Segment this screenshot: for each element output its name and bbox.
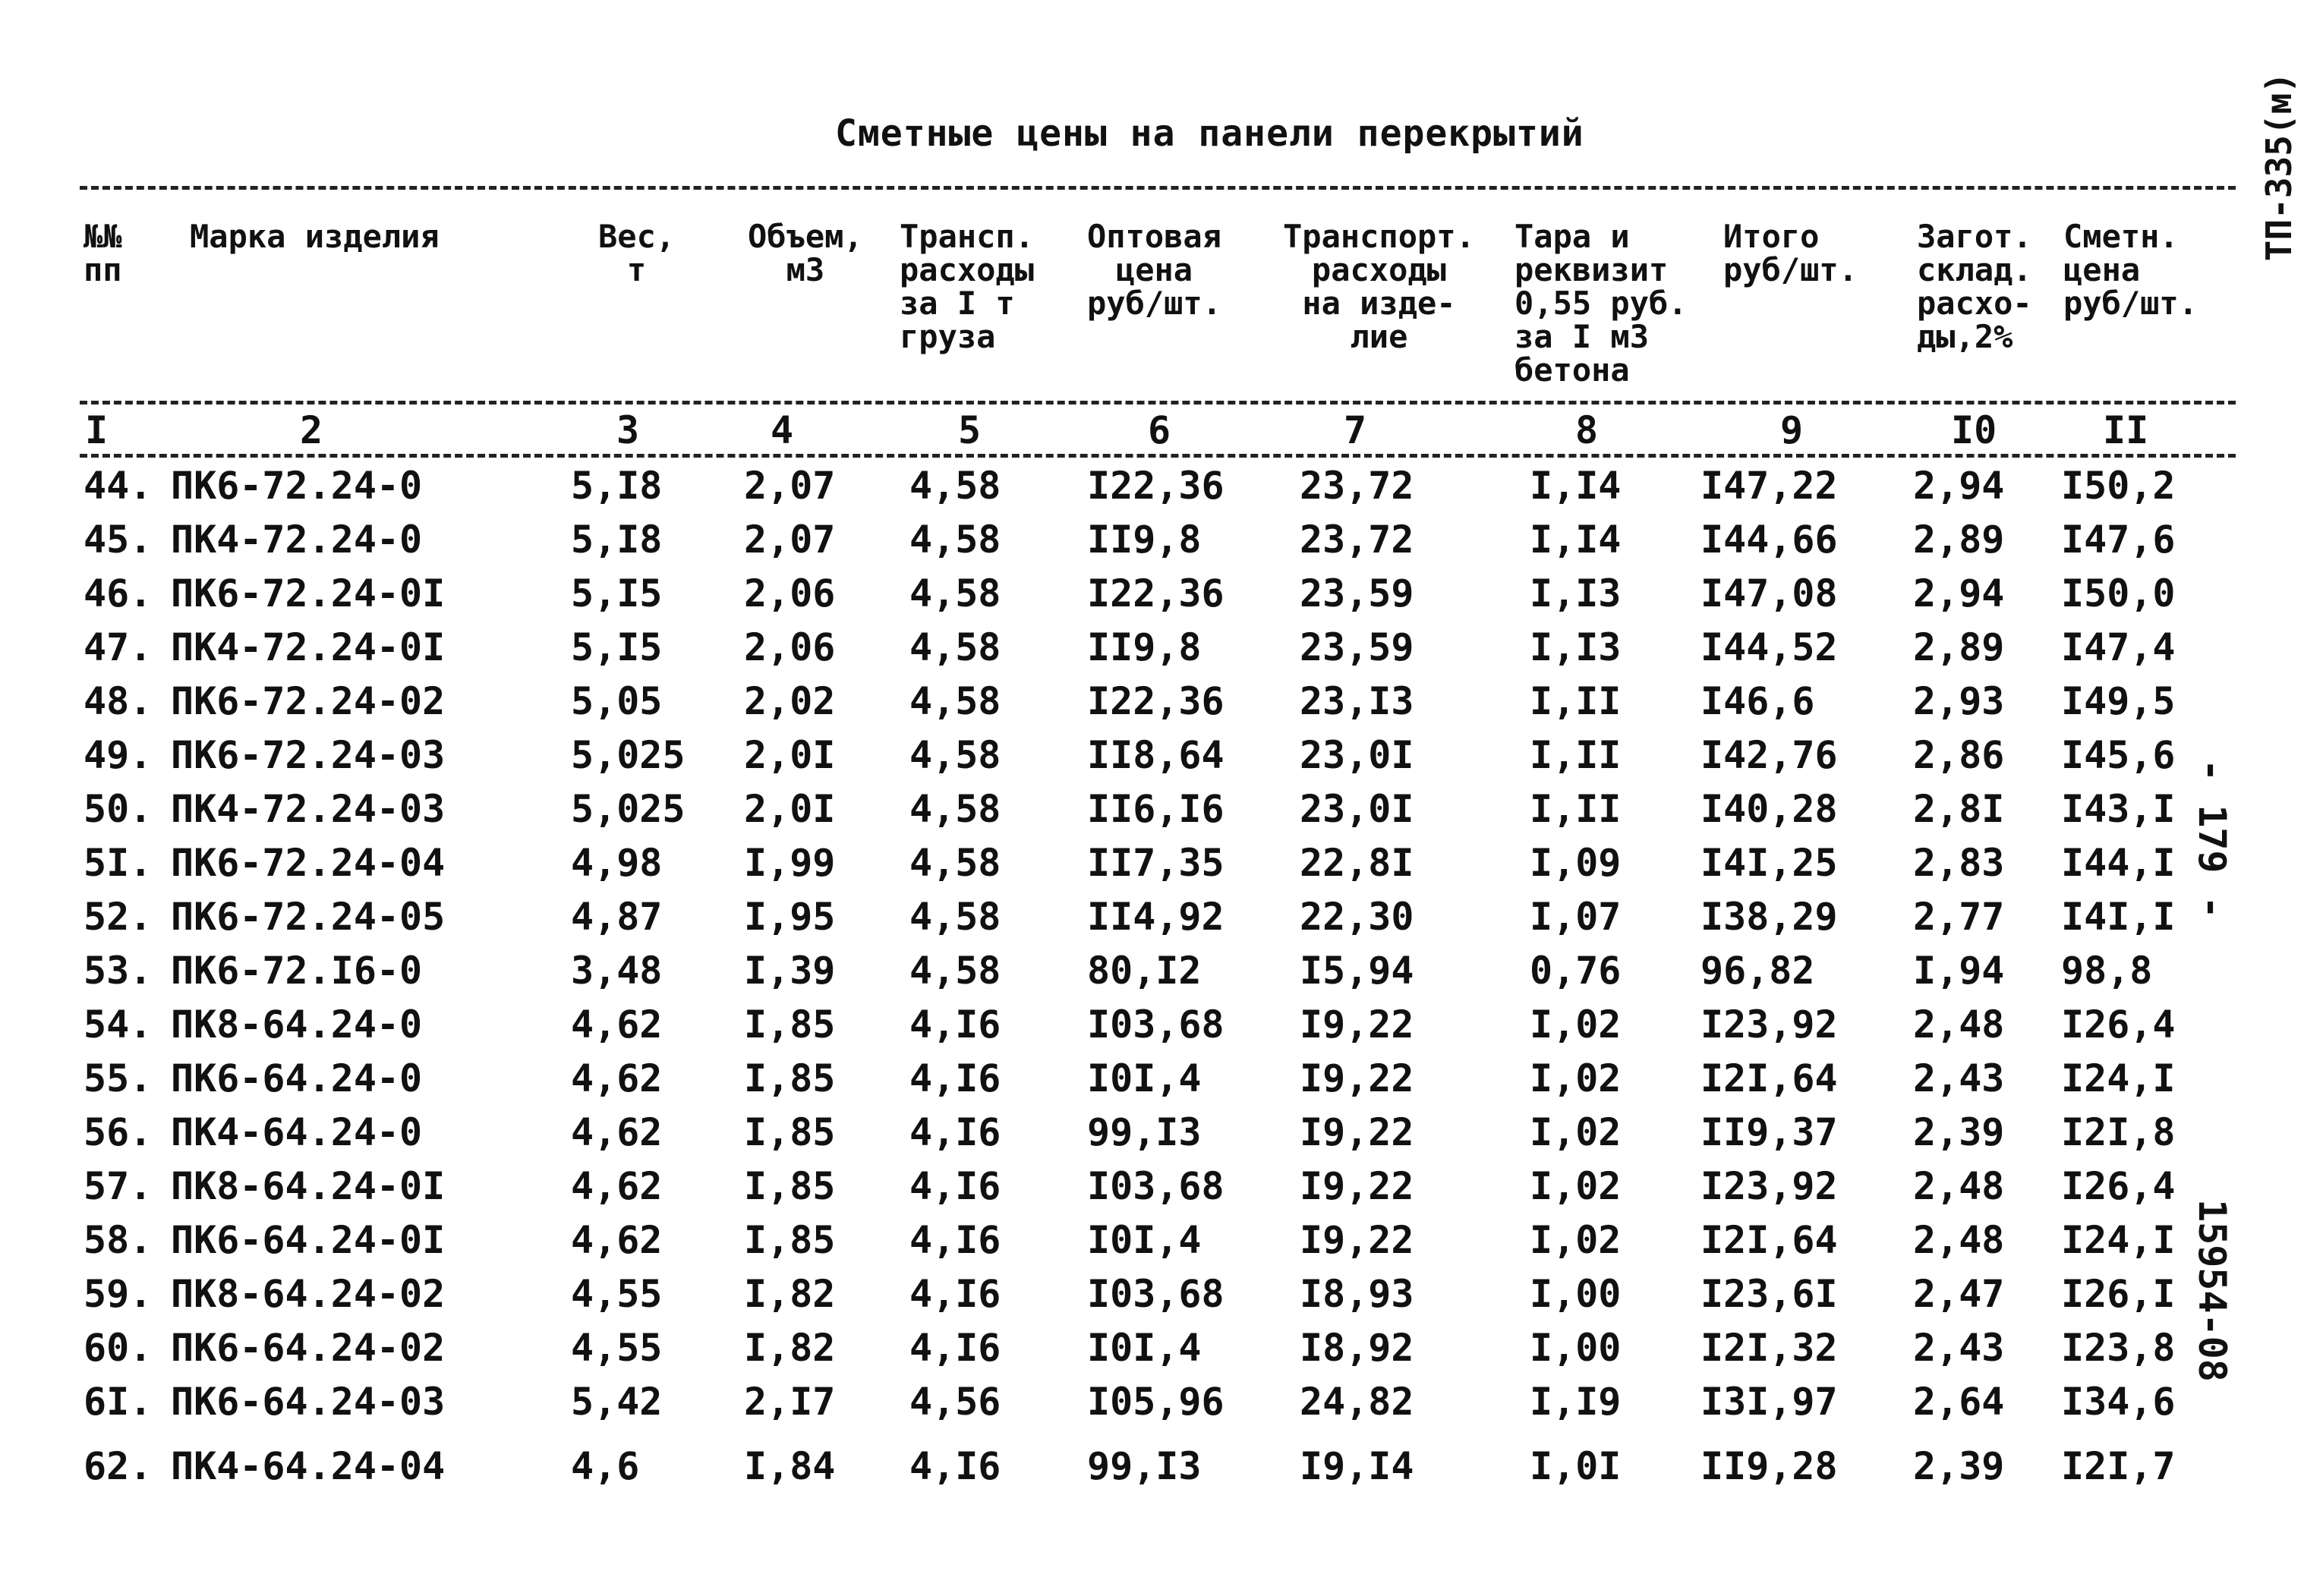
volume-cell: 2,06 bbox=[744, 625, 836, 669]
header-estimate-price: Сметн. цена руб/шт. bbox=[2063, 218, 2198, 322]
product-mark: ПК6-72.24-02 bbox=[171, 679, 446, 723]
packaging-cell: I,09 bbox=[1530, 841, 1622, 885]
estimate-price-cell: I26,4 bbox=[2061, 1003, 2176, 1047]
total-cell: 96,82 bbox=[1700, 949, 1815, 993]
product-mark: ПК6-72.24-0I bbox=[171, 571, 446, 615]
volume-cell: 2,0I bbox=[744, 787, 836, 831]
row-number: 45. bbox=[84, 518, 153, 562]
procurement-cell: 2,93 bbox=[1913, 679, 2005, 723]
side-document-code: ТП-335(м) bbox=[2258, 72, 2299, 262]
transport-per-ton-cell: 4,I6 bbox=[909, 1110, 1001, 1154]
column-number: II bbox=[2103, 408, 2149, 452]
wholesale-price-cell: I03,68 bbox=[1087, 1164, 1224, 1208]
procurement-cell: 2,43 bbox=[1913, 1056, 2005, 1100]
transport-per-ton-cell: 4,56 bbox=[909, 1380, 1001, 1424]
table-row bbox=[0, 1106, 2304, 1160]
column-number: 3 bbox=[616, 408, 640, 452]
transport-per-item-cell: 23,72 bbox=[1300, 518, 1414, 562]
transport-per-ton-cell: 4,58 bbox=[909, 895, 1001, 939]
table-row bbox=[0, 675, 2304, 729]
volume-cell: 2,07 bbox=[744, 518, 836, 562]
transport-per-item-cell: I8,93 bbox=[1300, 1272, 1414, 1316]
procurement-cell: 2,39 bbox=[1913, 1110, 2005, 1154]
wholesale-price-cell: I0I,4 bbox=[1087, 1056, 1202, 1100]
total-cell: I2I,64 bbox=[1700, 1218, 1838, 1262]
table-row bbox=[0, 998, 2304, 1052]
transport-per-item-cell: I9,22 bbox=[1300, 1218, 1414, 1262]
page-title: Сметные цены на панели перекрытий bbox=[835, 112, 1584, 155]
estimate-price-cell: I2I,8 bbox=[2061, 1110, 2176, 1154]
header-number: №№ пп bbox=[84, 218, 122, 288]
total-cell: I44,66 bbox=[1700, 518, 1838, 562]
total-cell: I40,28 bbox=[1700, 787, 1838, 831]
transport-per-ton-cell: 4,58 bbox=[909, 625, 1001, 669]
column-number: 2 bbox=[300, 408, 323, 452]
procurement-cell: I,94 bbox=[1913, 949, 2005, 993]
packaging-cell: I,02 bbox=[1530, 1056, 1622, 1100]
row-number: 48. bbox=[84, 679, 153, 723]
volume-cell: 2,02 bbox=[744, 679, 836, 723]
estimate-price-cell: I24,I bbox=[2061, 1056, 2176, 1100]
packaging-cell: I,I3 bbox=[1530, 571, 1622, 615]
column-number: 4 bbox=[771, 408, 794, 452]
product-mark: ПК6-64.24-0I bbox=[171, 1218, 446, 1262]
total-cell: I38,29 bbox=[1700, 895, 1838, 939]
volume-cell: I,85 bbox=[744, 1056, 836, 1100]
estimate-price-cell: I47,6 bbox=[2061, 518, 2176, 562]
packaging-cell: I,I9 bbox=[1530, 1380, 1622, 1424]
price-table-body bbox=[0, 459, 2304, 1504]
procurement-cell: 2,48 bbox=[1913, 1003, 2005, 1047]
volume-cell: 2,0I bbox=[744, 733, 836, 777]
row-number: 55. bbox=[84, 1056, 153, 1100]
procurement-cell: 2,48 bbox=[1913, 1164, 2005, 1208]
weight-cell: 5,025 bbox=[571, 787, 686, 831]
procurement-cell: 2,94 bbox=[1913, 571, 2005, 615]
header-wholesale-price: Оптовая цена руб/шт. bbox=[1087, 218, 1222, 322]
weight-cell: 4,62 bbox=[571, 1110, 663, 1154]
transport-per-item-cell: 23,59 bbox=[1300, 571, 1414, 615]
wholesale-price-cell: 99,I3 bbox=[1087, 1110, 1202, 1154]
header-dashed-rule bbox=[80, 401, 2236, 405]
weight-cell: 4,62 bbox=[571, 1164, 663, 1208]
volume-cell: I,85 bbox=[744, 1003, 836, 1047]
weight-cell: 5,I5 bbox=[571, 625, 663, 669]
estimate-price-cell: I26,I bbox=[2061, 1272, 2176, 1316]
volume-cell: I,82 bbox=[744, 1326, 836, 1370]
transport-per-ton-cell: 4,I6 bbox=[909, 1272, 1001, 1316]
transport-per-item-cell: 22,8I bbox=[1300, 841, 1414, 885]
header-transport-per-ton: Трансп. расходы за I т груза bbox=[900, 218, 1035, 355]
estimate-price-cell: I2I,7 bbox=[2061, 1444, 2176, 1488]
table-row bbox=[0, 567, 2304, 621]
weight-cell: 4,55 bbox=[571, 1326, 663, 1370]
table-row bbox=[0, 1440, 2304, 1504]
table-row bbox=[0, 1267, 2304, 1321]
estimate-price-cell: I50,0 bbox=[2061, 571, 2176, 615]
product-mark: ПК4-64.24-0 bbox=[171, 1110, 423, 1154]
total-cell: I3I,97 bbox=[1700, 1380, 1838, 1424]
table-row bbox=[0, 782, 2304, 836]
procurement-cell: 2,48 bbox=[1913, 1218, 2005, 1262]
weight-cell: 5,05 bbox=[571, 679, 663, 723]
header-transport-per-item: Транспорт. расходы на изде- лие bbox=[1283, 218, 1475, 355]
table-row bbox=[0, 729, 2304, 782]
volume-cell: I,84 bbox=[744, 1444, 836, 1488]
table-row bbox=[0, 459, 2304, 513]
weight-cell: 4,62 bbox=[571, 1218, 663, 1262]
header-packaging: Тара и реквизит 0,55 руб. за I м3 бетона bbox=[1514, 218, 1688, 389]
weight-cell: 3,48 bbox=[571, 949, 663, 993]
column-number: 6 bbox=[1148, 408, 1171, 452]
packaging-cell: I,02 bbox=[1530, 1110, 1622, 1154]
header-procurement: Загот. склад. расхо- ды,2% bbox=[1917, 218, 2032, 355]
table-row bbox=[0, 513, 2304, 567]
product-mark: ПК6-64.24-02 bbox=[171, 1326, 446, 1370]
transport-per-ton-cell: 4,58 bbox=[909, 841, 1001, 885]
total-cell: I47,08 bbox=[1700, 571, 1838, 615]
total-cell: II9,37 bbox=[1700, 1110, 1838, 1154]
transport-per-ton-cell: 4,58 bbox=[909, 787, 1001, 831]
transport-per-item-cell: I9,22 bbox=[1300, 1110, 1414, 1154]
product-mark: ПК6-72.24-03 bbox=[171, 733, 446, 777]
row-number: 54. bbox=[84, 1003, 153, 1047]
column-number: 7 bbox=[1344, 408, 1367, 452]
transport-per-item-cell: 23,0I bbox=[1300, 733, 1414, 777]
procurement-cell: 2,47 bbox=[1913, 1272, 2005, 1316]
column-number: 9 bbox=[1780, 408, 1804, 452]
header-total: Итого руб/шт. bbox=[1723, 218, 1858, 288]
procurement-cell: 2,8I bbox=[1913, 787, 2005, 831]
column-number: 5 bbox=[958, 408, 982, 452]
packaging-cell: I,02 bbox=[1530, 1164, 1622, 1208]
row-number: 47. bbox=[84, 625, 153, 669]
header-volume: Объем, м3 bbox=[748, 218, 863, 288]
transport-per-ton-cell: 4,58 bbox=[909, 679, 1001, 723]
packaging-cell: I,02 bbox=[1530, 1003, 1622, 1047]
row-number: 53. bbox=[84, 949, 153, 993]
total-cell: I2I,64 bbox=[1700, 1056, 1838, 1100]
packaging-cell: I,I4 bbox=[1530, 464, 1622, 508]
estimate-price-cell: I49,5 bbox=[2061, 679, 2176, 723]
total-cell: I44,52 bbox=[1700, 625, 1838, 669]
procurement-cell: 2,39 bbox=[1913, 1444, 2005, 1488]
transport-per-item-cell: I9,22 bbox=[1300, 1056, 1414, 1100]
side-inventory-number: 15954-08 bbox=[2190, 1199, 2234, 1382]
row-number: 5I. bbox=[84, 841, 153, 885]
table-row bbox=[0, 836, 2304, 890]
procurement-cell: 2,77 bbox=[1913, 895, 2005, 939]
total-cell: I23,6I bbox=[1700, 1272, 1838, 1316]
weight-cell: 5,42 bbox=[571, 1380, 663, 1424]
estimate-price-cell: I47,4 bbox=[2061, 625, 2176, 669]
weight-cell: 5,I8 bbox=[571, 518, 663, 562]
transport-per-ton-cell: 4,I6 bbox=[909, 1326, 1001, 1370]
table-row bbox=[0, 944, 2304, 998]
procurement-cell: 2,89 bbox=[1913, 625, 2005, 669]
row-number: 56. bbox=[84, 1110, 153, 1154]
transport-per-ton-cell: 4,I6 bbox=[909, 1164, 1001, 1208]
row-number: 6I. bbox=[84, 1380, 153, 1424]
row-number: 49. bbox=[84, 733, 153, 777]
transport-per-ton-cell: 4,I6 bbox=[909, 1003, 1001, 1047]
table-row bbox=[0, 1321, 2304, 1375]
procurement-cell: 2,86 bbox=[1913, 733, 2005, 777]
product-mark: ПК4-64.24-04 bbox=[171, 1444, 446, 1488]
transport-per-ton-cell: 4,I6 bbox=[909, 1444, 1001, 1488]
volume-cell: I,39 bbox=[744, 949, 836, 993]
packaging-cell: I,02 bbox=[1530, 1218, 1622, 1262]
wholesale-price-cell: I05,96 bbox=[1087, 1380, 1224, 1424]
volume-cell: 2,07 bbox=[744, 464, 836, 508]
volume-cell: I,95 bbox=[744, 895, 836, 939]
transport-per-item-cell: I9,22 bbox=[1300, 1164, 1414, 1208]
packaging-cell: I,I4 bbox=[1530, 518, 1622, 562]
transport-per-ton-cell: 4,I6 bbox=[909, 1218, 1001, 1262]
wholesale-price-cell: II4,92 bbox=[1087, 895, 1224, 939]
estimate-price-cell: I24,I bbox=[2061, 1218, 2176, 1262]
table-row bbox=[0, 1160, 2304, 1214]
header-weight: Вес, т bbox=[598, 218, 676, 288]
row-number: 58. bbox=[84, 1218, 153, 1262]
estimate-price-cell: I34,6 bbox=[2061, 1380, 2176, 1424]
wholesale-price-cell: I22,36 bbox=[1087, 464, 1224, 508]
estimate-price-cell: I44,I bbox=[2061, 841, 2176, 885]
procurement-cell: 2,89 bbox=[1913, 518, 2005, 562]
product-mark: ПК6-64.24-0 bbox=[171, 1056, 423, 1100]
total-cell: I2I,32 bbox=[1700, 1326, 1838, 1370]
total-cell: I47,22 bbox=[1700, 464, 1838, 508]
estimate-price-cell: I26,4 bbox=[2061, 1164, 2176, 1208]
transport-per-item-cell: 24,82 bbox=[1300, 1380, 1414, 1424]
table-row bbox=[0, 1375, 2304, 1429]
table-row bbox=[0, 890, 2304, 944]
transport-per-ton-cell: 4,58 bbox=[909, 571, 1001, 615]
transport-per-ton-cell: 4,58 bbox=[909, 733, 1001, 777]
weight-cell: 4,55 bbox=[571, 1272, 663, 1316]
row-number: 57. bbox=[84, 1164, 153, 1208]
weight-cell: 4,87 bbox=[571, 895, 663, 939]
wholesale-price-cell: 80,I2 bbox=[1087, 949, 1202, 993]
wholesale-price-cell: I22,36 bbox=[1087, 679, 1224, 723]
wholesale-price-cell: II6,I6 bbox=[1087, 787, 1224, 831]
column-number: I0 bbox=[1951, 408, 1997, 452]
packaging-cell: I,00 bbox=[1530, 1272, 1622, 1316]
estimate-price-cell: I43,I bbox=[2061, 787, 2176, 831]
row-number: 50. bbox=[84, 787, 153, 831]
transport-per-item-cell: 23,72 bbox=[1300, 464, 1414, 508]
procurement-cell: 2,64 bbox=[1913, 1380, 2005, 1424]
transport-per-ton-cell: 4,58 bbox=[909, 464, 1001, 508]
wholesale-price-cell: I03,68 bbox=[1087, 1003, 1224, 1047]
procurement-cell: 2,94 bbox=[1913, 464, 2005, 508]
transport-per-item-cell: 23,I3 bbox=[1300, 679, 1414, 723]
volume-cell: I,99 bbox=[744, 841, 836, 885]
header-mark: Марка изделия bbox=[190, 218, 440, 255]
product-mark: ПК6-72.24-04 bbox=[171, 841, 446, 885]
wholesale-price-cell: I0I,4 bbox=[1087, 1218, 1202, 1262]
product-mark: ПК8-64.24-0I bbox=[171, 1164, 446, 1208]
transport-per-item-cell: 22,30 bbox=[1300, 895, 1414, 939]
volume-cell: I,82 bbox=[744, 1272, 836, 1316]
transport-per-ton-cell: 4,58 bbox=[909, 949, 1001, 993]
row-number: 59. bbox=[84, 1272, 153, 1316]
total-cell: II9,28 bbox=[1700, 1444, 1838, 1488]
weight-cell: 4,62 bbox=[571, 1056, 663, 1100]
total-cell: I46,6 bbox=[1700, 679, 1815, 723]
product-mark: ПК8-64.24-0 bbox=[171, 1003, 423, 1047]
table-row bbox=[0, 1214, 2304, 1267]
column-numbers-dashed-rule bbox=[80, 454, 2236, 458]
volume-cell: 2,I7 bbox=[744, 1380, 836, 1424]
estimate-price-cell: 98,8 bbox=[2061, 949, 2153, 993]
total-cell: I23,92 bbox=[1700, 1164, 1838, 1208]
product-mark: ПК6-72.24-05 bbox=[171, 895, 446, 939]
packaging-cell: I,II bbox=[1530, 679, 1622, 723]
packaging-cell: I,00 bbox=[1530, 1326, 1622, 1370]
column-number: I bbox=[85, 408, 109, 452]
estimate-price-cell: I45,6 bbox=[2061, 733, 2176, 777]
transport-per-item-cell: 23,0I bbox=[1300, 787, 1414, 831]
transport-per-item-cell: I5,94 bbox=[1300, 949, 1414, 993]
product-mark: ПК4-72.24-0 bbox=[171, 518, 423, 562]
weight-cell: 5,I5 bbox=[571, 571, 663, 615]
product-mark: ПК6-72.24-0 bbox=[171, 464, 423, 508]
packaging-cell: I,07 bbox=[1530, 895, 1622, 939]
column-number: 8 bbox=[1575, 408, 1599, 452]
wholesale-price-cell: II8,64 bbox=[1087, 733, 1224, 777]
table-row bbox=[0, 621, 2304, 675]
volume-cell: I,85 bbox=[744, 1164, 836, 1208]
wholesale-price-cell: I03,68 bbox=[1087, 1272, 1224, 1316]
transport-per-ton-cell: 4,58 bbox=[909, 518, 1001, 562]
transport-per-item-cell: 23,59 bbox=[1300, 625, 1414, 669]
product-mark: ПК6-72.I6-0 bbox=[171, 949, 423, 993]
total-cell: I42,76 bbox=[1700, 733, 1838, 777]
weight-cell: 4,98 bbox=[571, 841, 663, 885]
weight-cell: 5,I8 bbox=[571, 464, 663, 508]
packaging-cell: I,0I bbox=[1530, 1444, 1622, 1488]
packaging-cell: I,I3 bbox=[1530, 625, 1622, 669]
row-number: 52. bbox=[84, 895, 153, 939]
transport-per-item-cell: I8,92 bbox=[1300, 1326, 1414, 1370]
wholesale-price-cell: I0I,4 bbox=[1087, 1326, 1202, 1370]
wholesale-price-cell: II7,35 bbox=[1087, 841, 1224, 885]
procurement-cell: 2,43 bbox=[1913, 1326, 2005, 1370]
product-mark: ПК4-72.24-03 bbox=[171, 787, 446, 831]
top-dashed-rule bbox=[80, 186, 2236, 190]
weight-cell: 5,025 bbox=[571, 733, 686, 777]
total-cell: I4I,25 bbox=[1700, 841, 1838, 885]
wholesale-price-cell: II9,8 bbox=[1087, 518, 1202, 562]
estimate-price-cell: I4I,I bbox=[2061, 895, 2176, 939]
estimate-price-cell: I50,2 bbox=[2061, 464, 2176, 508]
row-number: 62. bbox=[84, 1444, 153, 1488]
transport-per-item-cell: I9,I4 bbox=[1300, 1444, 1414, 1488]
wholesale-price-cell: II9,8 bbox=[1087, 625, 1202, 669]
wholesale-price-cell: I22,36 bbox=[1087, 571, 1224, 615]
row-number: 46. bbox=[84, 571, 153, 615]
volume-cell: I,85 bbox=[744, 1218, 836, 1262]
volume-cell: I,85 bbox=[744, 1110, 836, 1154]
row-number: 60. bbox=[84, 1326, 153, 1370]
side-page-number: - 179 - bbox=[2190, 759, 2234, 919]
procurement-cell: 2,83 bbox=[1913, 841, 2005, 885]
transport-per-ton-cell: 4,I6 bbox=[909, 1056, 1001, 1100]
volume-cell: 2,06 bbox=[744, 571, 836, 615]
packaging-cell: I,II bbox=[1530, 787, 1622, 831]
packaging-cell: 0,76 bbox=[1530, 949, 1622, 993]
product-mark: ПК8-64.24-02 bbox=[171, 1272, 446, 1316]
weight-cell: 4,62 bbox=[571, 1003, 663, 1047]
table-row bbox=[0, 1052, 2304, 1106]
packaging-cell: I,II bbox=[1530, 733, 1622, 777]
weight-cell: 4,6 bbox=[571, 1444, 640, 1488]
product-mark: ПК4-72.24-0I bbox=[171, 625, 446, 669]
total-cell: I23,92 bbox=[1700, 1003, 1838, 1047]
transport-per-item-cell: I9,22 bbox=[1300, 1003, 1414, 1047]
estimate-price-cell: I23,8 bbox=[2061, 1326, 2176, 1370]
wholesale-price-cell: 99,I3 bbox=[1087, 1444, 1202, 1488]
product-mark: ПК6-64.24-03 bbox=[171, 1380, 446, 1424]
row-number: 44. bbox=[84, 464, 153, 508]
